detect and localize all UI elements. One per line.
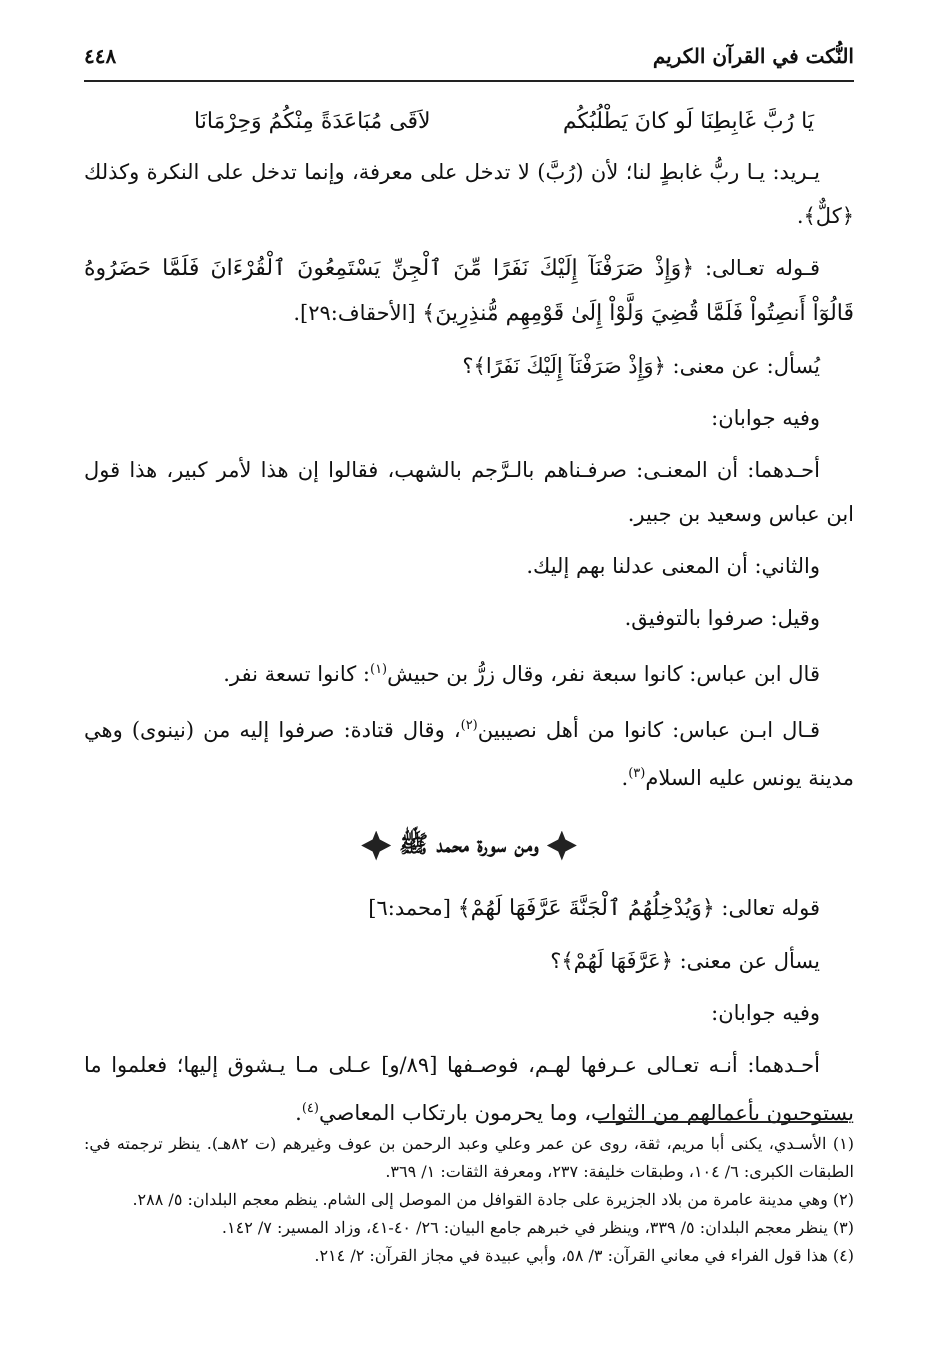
paragraph-text: قال ابن عباس: كانوا سبعة نفر، وقال زرُّ بن حبيش [387,662,820,686]
paragraph: يـريد: يـا ربُّ غابطٍ لنا؛ لأن (رُبَّ) لا تدخل على معرفة، وإنما تدخل على النكرة وكذلك ﴿كلٌّ﴾. [84,160,854,228]
header-rule [84,80,854,82]
paragraph-text: . [295,1101,302,1125]
quran-quote: ﴿وَإِذْ صَرَفْنَآ إِلَيْكَ نَفَرًا مِّنَ ٱلْجِنِّ يَسْتَمِعُونَ ٱلْقُرْءَانَ فَلَمَّا حَضَرُوهُ قَالُوٓاْ أَنصِتُواْ فَلَمَّا قُضِيَ وَلَّوْاْ إِلَىٰ قَوْمِهِم مُّنذِرِينَ﴾ [84,256,854,326]
paragraph-intro: قـوله تعـالى: [694,256,820,280]
section-title: ومن سورة محمد ﷺ [399,829,539,858]
paragraph-text: قـال ابـن عباس: كانوا من أهل نصيبين [477,718,820,742]
paragraph: وفيه جوابان: [711,406,820,430]
ornament-icon [361,831,391,861]
footnote-marker[interactable]: (٣) [628,766,646,781]
verse-hemistich-first: يَا رُبَّ غَابِطِنَا لَو كانَ يَطْلُبُكُم [562,109,814,134]
paragraph: يسأل عن معنى: ﴿عَرَّفَهَا لَهُمْ﴾؟ [550,949,820,973]
surah-reference: [الأحقاف:٢٩]. [293,301,423,325]
paragraph: أحـدهما: أن المعنـى: صرفـناهم بالـرَّجم بالشهب، فقالوا إن هذا لأمر كبير، هذا قول ابن عباس وسعيد بن جبير. [84,458,854,526]
paragraph [84,648,854,696]
footnote: (٣) ينظر معجم البلدان: ٥/ ٣٣٩، وينظر في خبرهم جامع البيان: ٢٦/ ٤٠-٤١، وزاد المسير: ٧/ ١٤٢. [221,1218,854,1237]
paragraph: يُسأل: عن معنى: ﴿وَإِذْ صَرَفْنَآ إِلَيْكَ نَفَرًا﴾؟ [462,354,820,378]
paragraph-text: . [621,766,629,790]
paragraph [84,246,854,336]
poetry-verse [84,100,854,144]
paragraph-text: : كانوا تسعة نفر. [223,662,370,686]
footnotes [84,1130,854,1270]
paragraph [84,704,854,800]
surah-reference: [محمد:٦] [368,896,458,920]
footnote-marker[interactable]: (٢) [460,718,478,733]
paragraph: والثاني: أن المعنى عدلنا بهم إليك. [526,554,820,578]
section-heading [84,822,854,866]
book-title: النُّكت في القرآن الكريم [652,44,854,68]
footnote-marker[interactable]: (٤) [301,1101,319,1116]
footnote: (٢) وهي مدينة عامرة من بلاد الجزيرة على جادة القوافل من الموصل إلى الشام. ينظم معجم البلدان: ٥/ ٢٨٨. [132,1190,854,1209]
paragraph-text: أحـدهما: أنـه تعـالى عـرفها لهـم، فوصـفها [٨٩/و] عـلى مـا يـشوق إليها؛ فعلموا ما يستوجبون بأعمالهم من الثواب، وما يحرمون بارتكاب المعاصي [84,1053,854,1125]
page-number: ٤٤٨ [84,44,117,68]
paragraph-intro: قوله تعالى: [714,896,820,920]
paragraph-text: ، وقال قتادة: صرفوا إليه من (نينوى) وهي مدينة يونس عليه السلام [84,718,854,790]
footnote-marker[interactable]: (١) [369,662,388,677]
running-head [84,40,854,76]
paragraph: وفيه جوابان: [711,1001,820,1025]
ornament-icon [547,831,577,861]
footnote-separator [598,1121,848,1123]
main-text [84,100,854,1143]
footnote: (١) الأسـدي، يكنى أبا مريم، ثقة، روى عن عمر وعلي وعبد الرحمن بن عوف وغيرهم (ت ٨٢هـ). ينظر ترجمته في: الطبقات الكبرى: ٦/ ١٠٤، وطبقات خليفة: ٢٣٧، ومعرفة الثقات: ١/ ٣٦٩. [84,1134,855,1181]
footnote: (٤) هذا قول الفراء في معاني القرآن: ٣/ ٥٨، وأبي عبيدة في مجاز القرآن: ٢/ ٢١٤. [314,1246,854,1265]
quran-quote: ﴿وَيُدْخِلُهُمُ ٱلْجَنَّةَ عَرَّفَهَا لَهُمْ﴾ [457,896,715,921]
paragraph: وقيل: صرفوا بالتوفيق. [624,606,820,630]
verse-hemistich-second: لاَقَى مُبَاعَدَةً مِنْكُمُ وَحِرْمَانَا [194,109,431,134]
paragraph [84,886,854,931]
